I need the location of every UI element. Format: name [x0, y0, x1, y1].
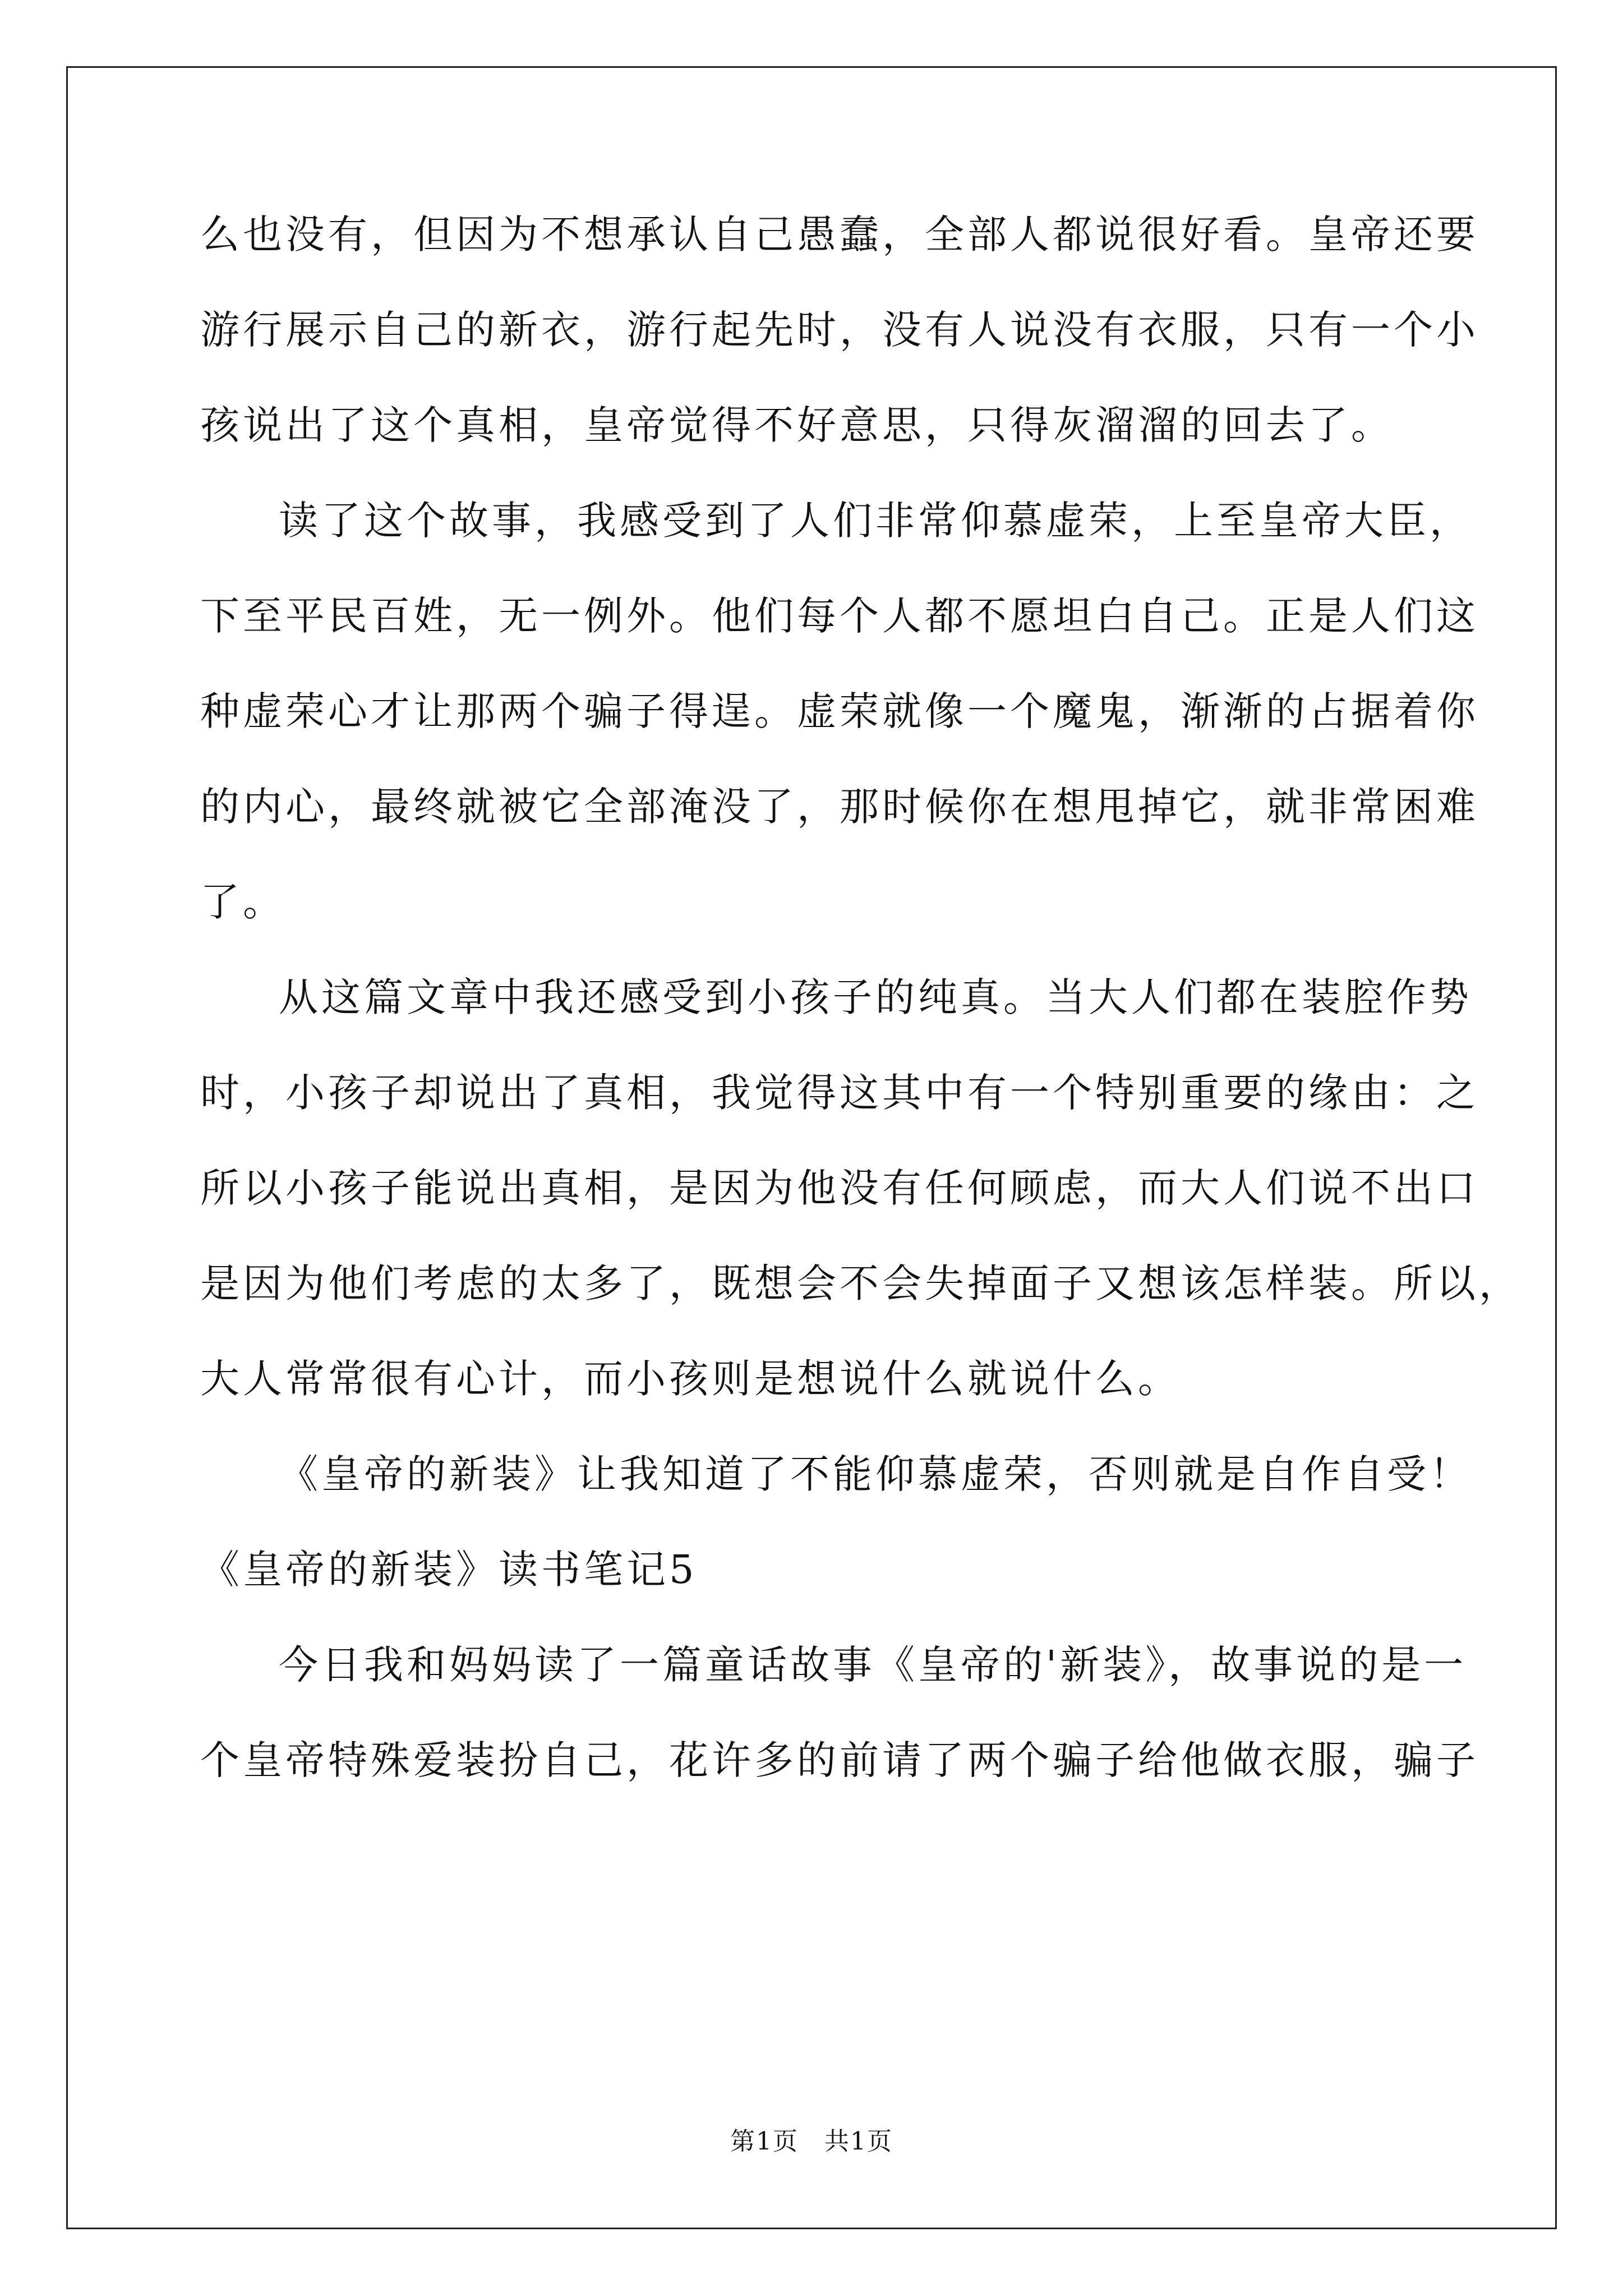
- page-footer: 第1页 共1页: [730, 2127, 893, 2156]
- page-border: [66, 66, 1557, 2229]
- paragraph-start-line: 读了这个故事，我感受到了人们非常仰慕虚荣，上至皇帝大臣，: [279, 498, 1472, 544]
- paragraph-start-line: 《皇帝的新装》让我知道了不能仰慕虚荣，否则就是自作自受！: [279, 1451, 1472, 1497]
- text-line: 了。: [200, 879, 285, 925]
- text-line: 的内心，最终就被它全部淹没了，那时候你在想甩掉它，就非常困难: [200, 784, 1479, 830]
- text-line: 么也没有，但因为不想承认自己愚蠢，全部人都说很好看。皇帝还要: [200, 211, 1479, 257]
- text-line: 种虚荣心才让那两个骗子得逞。虚荣就像一个魔鬼，渐渐的占据着你: [200, 688, 1479, 734]
- text-line: 个皇帝特殊爱装扮自己，花许多的前请了两个骗子给他做衣服，骗子: [200, 1737, 1479, 1783]
- section-heading: 《皇帝的新装》读书笔记5: [200, 1547, 698, 1593]
- text-line: 下至平民百姓，无一例外。他们每个人都不愿坦白自己。正是人们这: [200, 593, 1479, 639]
- text-line: 游行展示自己的新衣，游行起先时，没有人说没有衣服，只有一个小: [200, 307, 1479, 353]
- paragraph-start-line: 从这篇文章中我还感受到小孩子的纯真。当大人们都在装腔作势: [279, 974, 1472, 1020]
- text-line: 时，小孩子却说出了真相，我觉得这其中有一个特别重要的缘由：之: [200, 1070, 1479, 1116]
- paragraph-start-line: 今日我和妈妈读了一篇童话故事《皇帝的'新装》，故事说的是一: [279, 1642, 1467, 1688]
- text-line: 大人常常很有心计，而小孩则是想说什么就说什么。: [200, 1356, 1181, 1402]
- text-line: 是因为他们考虑的太多了，既想会不会失掉面子又想该怎样装。所以，: [200, 1260, 1521, 1306]
- text-line: 所以小孩子能说出真相，是因为他没有任何顾虑，而大人们说不出口: [200, 1165, 1479, 1211]
- text-line: 孩说出了这个真相，皇帝觉得不好意思，只得灰溜溜的回去了。: [200, 402, 1394, 448]
